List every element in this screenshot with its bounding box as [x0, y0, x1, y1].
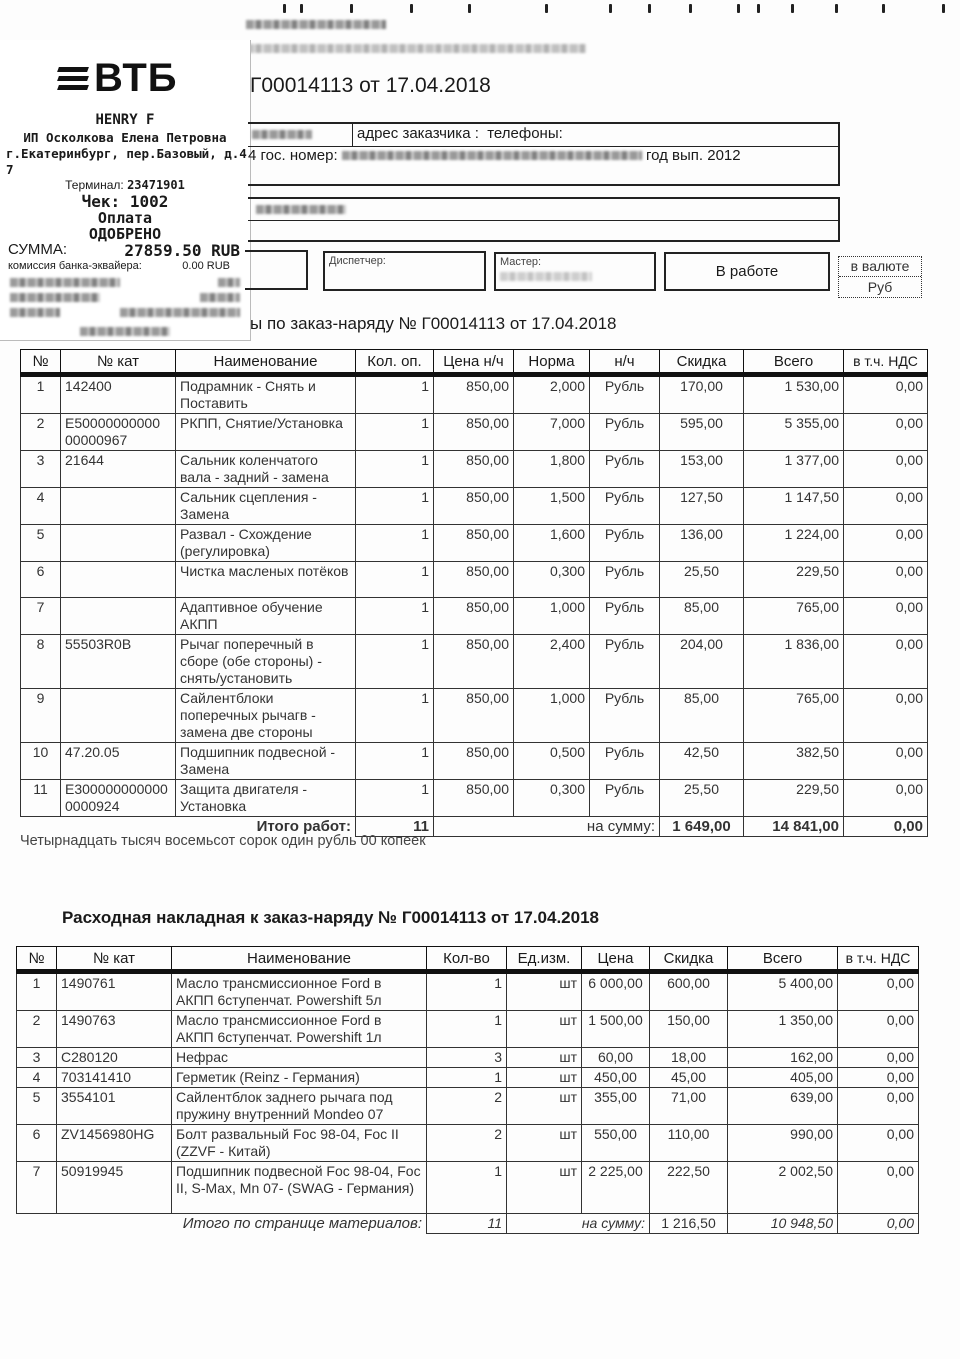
cell-price: 850,00 [434, 488, 514, 525]
table-row [21, 525, 928, 562]
receipt-redacted-lines [10, 278, 240, 341]
dispatcher-box [323, 251, 486, 291]
cell-discount: 45,00 [650, 1068, 728, 1088]
cell-qty: 1 [356, 780, 434, 817]
cell-vat: 0,00 [844, 525, 928, 562]
cell-discount: 110,00 [650, 1125, 728, 1162]
cell-name: Сальник коленчатого вала - задний - замена [176, 451, 356, 488]
cell-unit: Рубль [590, 451, 660, 488]
table-row [17, 1162, 919, 1214]
cell-cat: 1490763 [57, 1011, 172, 1048]
works-sum-label: на сумму: [434, 817, 660, 837]
cell-cat [61, 562, 176, 598]
check-line: Чек: 1002 [81, 192, 169, 211]
table-row [21, 780, 928, 817]
cell-vat: 0,00 [844, 562, 928, 598]
vehicle-line: 4 гос. номер: год вып. 2012 [248, 147, 741, 164]
cell-cat: ZV1456980HG [57, 1125, 172, 1162]
cell-price: 850,00 [434, 689, 514, 743]
cell-n: 2 [21, 414, 61, 451]
cell-name: Болт развальный Foc 98-04, Foc II (ZZVF - Китай) [172, 1125, 427, 1162]
cell-name: Подрамник - Снять и Поставить [176, 375, 356, 414]
materials-table-header [17, 947, 919, 972]
cell-n: 9 [21, 689, 61, 743]
cell-vat: 0,00 [844, 451, 928, 488]
cell-qty: 2 [427, 1125, 507, 1162]
cell-vat: 0,00 [844, 780, 928, 817]
cell-total: 1 530,00 [744, 375, 844, 414]
cell-price: 450,00 [582, 1068, 650, 1088]
order-status-box [664, 252, 830, 291]
cell-vat: 0,00 [838, 972, 919, 1011]
col-discount: Скидка [650, 947, 728, 972]
cell-n: 7 [21, 598, 61, 635]
cell-price: 850,00 [434, 375, 514, 414]
works-total-discount: 1 649,00 [660, 817, 744, 837]
cell-name: Рычаг поперечный в сборе (обе стороны) - снять/установить [176, 635, 356, 689]
materials-table [16, 946, 919, 1234]
cell-qty: 1 [356, 598, 434, 635]
cell-price: 355,00 [582, 1088, 650, 1125]
cell-vat: 0,00 [844, 635, 928, 689]
col-operations-qty: Кол. оп. [356, 350, 434, 375]
cell-name: Сайлентблок заднего рычага под пружину внутренний Mondeo 07 [172, 1088, 427, 1125]
table-row [17, 1088, 919, 1125]
cell-discount: 71,00 [650, 1088, 728, 1125]
cell-cat: 142400 [61, 375, 176, 414]
cell-total: 1 224,00 [744, 525, 844, 562]
table-row [21, 743, 928, 780]
cell-name: Масло трансмиссионное Ford в АКПП 6ступенчат. Powershift 5л [172, 972, 427, 1011]
merchant-owner: ИП Осколкова Елена Петровна [23, 130, 227, 145]
cell-discount: 18,00 [650, 1048, 728, 1068]
cell-total: 5 355,00 [744, 414, 844, 451]
commission-value: 0.00 RUB [182, 260, 230, 272]
col-quantity: Кол-во [427, 947, 507, 972]
cell-n: 4 [21, 488, 61, 525]
cell-qty: 1 [356, 562, 434, 598]
cell-vat: 0,00 [838, 1125, 919, 1162]
master-name-redacted [500, 272, 592, 281]
customer-info-block [248, 122, 840, 186]
merchant-address-cont: 7 [6, 162, 14, 177]
company-address-redacted [246, 40, 586, 58]
cell-total: 765,00 [744, 598, 844, 635]
materials-total-qty: 11 [427, 1214, 507, 1234]
cell-total: 162,00 [728, 1048, 838, 1068]
cell-unit: Рубль [590, 635, 660, 689]
cell-norm: 1,500 [514, 488, 590, 525]
cell-total: 405,00 [728, 1068, 838, 1088]
cell-discount: 600,00 [650, 972, 728, 1011]
cell-unit: шт [507, 1011, 582, 1048]
cell-cat: 3554101 [57, 1088, 172, 1125]
col-total: Всего [744, 350, 844, 375]
col-name: Наименование [172, 947, 427, 972]
materials-total-discount: 1 216,50 [650, 1214, 728, 1234]
cell-name: Сальник сцепления - Замена [176, 488, 356, 525]
cell-unit: Рубль [590, 689, 660, 743]
cell-norm: 1,800 [514, 451, 590, 488]
payment-receipt [0, 40, 251, 341]
sum-in-words: Четырнадцать тысяч восемьсот сорок один рубль 00 копеек [20, 833, 426, 849]
cell-qty: 1 [356, 743, 434, 780]
cell-discount: 25,50 [660, 780, 744, 817]
vtb-logo: ВТБ [58, 56, 178, 101]
terminal-line: Терминал: 23471901 [65, 178, 185, 192]
cell-qty: 1 [356, 689, 434, 743]
sum-line: СУММА: 27859.50 RUB [8, 241, 240, 260]
cell-vat: 0,00 [844, 414, 928, 451]
approval-status: ОДОБРЕНО [88, 225, 162, 243]
cell-norm: 0,300 [514, 780, 590, 817]
table-row [21, 562, 928, 598]
master-label: Мастер: [500, 256, 542, 268]
works-table [20, 349, 928, 837]
cell-qty: 1 [356, 488, 434, 525]
cell-vat: 0,00 [838, 1068, 919, 1088]
works-total-qty: 11 [356, 817, 434, 837]
cell-price: 850,00 [434, 562, 514, 598]
cell-discount: 204,00 [660, 635, 744, 689]
cell-qty: 1 [427, 1068, 507, 1088]
cell-norm: 0,500 [514, 743, 590, 780]
materials-sum-label: на сумму: [507, 1214, 650, 1234]
cell-n: 11 [21, 780, 61, 817]
cell-n: 4 [17, 1068, 57, 1088]
cell-unit: шт [507, 972, 582, 1011]
vtb-logo-icon [58, 63, 88, 94]
cell-unit: Рубль [590, 488, 660, 525]
works-total-sum: 14 841,00 [744, 817, 844, 837]
cell-cat: 50919945 [57, 1162, 172, 1214]
col-norm: Норма [514, 350, 590, 375]
check-number: 1002 [129, 192, 169, 211]
cell-cat [61, 598, 176, 635]
currency-value: Руб [867, 279, 893, 295]
col-catalog: № кат [57, 947, 172, 972]
cell-cat: 21644 [61, 451, 176, 488]
cell-name: Защита двигателя - Установка [176, 780, 356, 817]
col-vat: в т.ч. НДС [838, 947, 919, 972]
cell-vat: 0,00 [838, 1088, 919, 1125]
currency-label: в валюте [839, 257, 921, 277]
cell-name: Адаптивное обучение АКПП [176, 598, 356, 635]
cell-cat: C280120 [57, 1048, 172, 1068]
cell-name: Подшипник подвесной - Замена [176, 743, 356, 780]
cell-discount: 136,00 [660, 525, 744, 562]
cell-cat: 47.20.05 [61, 743, 176, 780]
col-name: Наименование [176, 350, 356, 375]
cell-norm: 0,300 [514, 562, 590, 598]
document-number-date: Г00014113 от 17.04.2018 [250, 74, 491, 97]
cell-unit: шт [507, 1088, 582, 1125]
cell-price: 6 000,00 [582, 972, 650, 1011]
cell-norm: 7,000 [514, 414, 590, 451]
cell-cat: 1490761 [57, 972, 172, 1011]
cell-vat: 0,00 [838, 1162, 919, 1214]
cell-unit: шт [507, 1125, 582, 1162]
table-row [17, 972, 919, 1011]
table-row [21, 598, 928, 635]
materials-total-vat: 0,00 [838, 1214, 919, 1234]
table-row [21, 451, 928, 488]
cell-n: 1 [21, 375, 61, 414]
cell-qty: 1 [356, 635, 434, 689]
col-discount: Скидка [660, 350, 744, 375]
cell-discount: 127,50 [660, 488, 744, 525]
contact-redacted [256, 205, 346, 214]
cell-total: 639,00 [728, 1088, 838, 1125]
cell-price: 850,00 [434, 414, 514, 451]
cell-discount: 153,00 [660, 451, 744, 488]
cell-n: 1 [17, 972, 57, 1011]
scan-artifacts [0, 0, 960, 20]
cell-n: 7 [17, 1162, 57, 1214]
cell-price: 550,00 [582, 1125, 650, 1162]
cell-unit: Рубль [590, 562, 660, 598]
cell-qty: 1 [356, 414, 434, 451]
cell-n: 6 [17, 1125, 57, 1162]
cell-n: 3 [17, 1048, 57, 1068]
cell-n: 5 [21, 525, 61, 562]
cell-qty: 3 [427, 1048, 507, 1068]
cell-cat [61, 689, 176, 743]
commission-line: комиссия банка-эквайера: 0.00 RUB [8, 260, 230, 272]
cell-norm: 2,400 [514, 635, 590, 689]
cell-qty: 1 [427, 972, 507, 1011]
cell-unit: Рубль [590, 525, 660, 562]
cell-unit: Рубль [590, 743, 660, 780]
col-hour-unit: н/ч [590, 350, 660, 375]
cell-total: 2 002,50 [728, 1162, 838, 1214]
cell-qty: 1 [427, 1162, 507, 1214]
cell-unit: шт [507, 1068, 582, 1088]
dispatcher-label: Диспетчер: [329, 255, 386, 267]
materials-total-label: Итого по странице материалов: [182, 1215, 422, 1232]
cell-vat: 0,00 [844, 488, 928, 525]
table-row [17, 1068, 919, 1088]
customer-contact-block [248, 197, 840, 242]
cell-vat: 0,00 [844, 598, 928, 635]
cell-total: 382,50 [744, 743, 844, 780]
table-row [17, 1048, 919, 1068]
cell-price: 60,00 [582, 1048, 650, 1068]
merchant-address: г.Екатеринбург, пер.Базовый, д.4 [6, 146, 247, 161]
cell-price: 850,00 [434, 451, 514, 488]
master-box [494, 252, 656, 291]
cell-discount: 42,50 [660, 743, 744, 780]
table-row [17, 1125, 919, 1162]
col-price: Цена [582, 947, 650, 972]
cell-name: Сайлентблоки поперечных рычагв - замена две стороны [176, 689, 356, 743]
cell-price: 850,00 [434, 635, 514, 689]
cell-vat: 0,00 [844, 375, 928, 414]
cell-qty: 1 [356, 451, 434, 488]
cell-total: 1 836,00 [744, 635, 844, 689]
cell-name: РКПП, Снятие/Установка [176, 414, 356, 451]
works-table-header [21, 350, 928, 375]
phones-label: телефоны: [487, 125, 563, 142]
cell-norm: 2,000 [514, 375, 590, 414]
cell-name: Развал - Схождение (регулировка) [176, 525, 356, 562]
cell-name: Чистка масленых потёков [176, 562, 356, 598]
table-row [21, 488, 928, 525]
cell-cat: Е50000000000 00000967 [61, 414, 176, 451]
works-total-vat: 0,00 [844, 817, 928, 837]
cell-total: 5 400,00 [728, 972, 838, 1011]
plate-vin-redacted [342, 151, 642, 160]
cell-price: 850,00 [434, 780, 514, 817]
cell-n: 5 [17, 1088, 57, 1125]
cell-cat: 703141410 [57, 1068, 172, 1088]
table-row [21, 375, 928, 414]
col-number: № [17, 947, 57, 972]
cell-discount: 170,00 [660, 375, 744, 414]
cell-unit: Рубль [590, 780, 660, 817]
cell-name: Нефрас [172, 1048, 427, 1068]
col-hour-price: Цена н/ч [434, 350, 514, 375]
cell-discount: 25,50 [660, 562, 744, 598]
cell-total: 1 147,50 [744, 488, 844, 525]
cell-cat [61, 525, 176, 562]
cell-vat: 0,00 [838, 1011, 919, 1048]
cell-unit: шт [507, 1048, 582, 1068]
cell-price: 850,00 [434, 743, 514, 780]
cell-unit: Рубль [590, 375, 660, 414]
cell-discount: 85,00 [660, 689, 744, 743]
materials-total-sum: 10 948,50 [728, 1214, 838, 1234]
currency-box [838, 256, 922, 298]
cell-vat: 0,00 [844, 743, 928, 780]
cell-name: Масло трансмиссионное Ford в АКПП 6ступенчат. Powershift 1л [172, 1011, 427, 1048]
terminal-id: 23471901 [127, 178, 185, 192]
cell-vat: 0,00 [838, 1048, 919, 1068]
cell-n: 10 [21, 743, 61, 780]
receipt-sum: 27859.50 RUB [124, 241, 240, 260]
table-row [21, 414, 928, 451]
cell-name: Герметик (Reinz - Германия) [172, 1068, 427, 1088]
cell-qty: 1 [356, 375, 434, 414]
cell-total: 229,50 [744, 562, 844, 598]
cell-n: 6 [21, 562, 61, 598]
cell-total: 229,50 [744, 780, 844, 817]
cell-n: 8 [21, 635, 61, 689]
cell-discount: 595,00 [660, 414, 744, 451]
cell-qty: 2 [427, 1088, 507, 1125]
col-number: № [21, 350, 61, 375]
cell-total: 1 350,00 [728, 1011, 838, 1048]
materials-section-title: Расходная накладная к заказ-наряду № Г00014113 от 17.04.2018 [62, 908, 599, 927]
cell-price: 850,00 [434, 598, 514, 635]
col-unit: Ед.изм. [507, 947, 582, 972]
cell-discount: 85,00 [660, 598, 744, 635]
cell-norm: 1,600 [514, 525, 590, 562]
company-name-redacted [246, 16, 386, 34]
cell-n: 3 [21, 451, 61, 488]
cell-qty: 1 [356, 525, 434, 562]
customer-address-label: адрес заказчика : [357, 125, 479, 142]
cell-cat [61, 488, 176, 525]
cell-cat: Е300000000000 0000924 [61, 780, 176, 817]
year-label: год вып. 2012 [645, 147, 741, 164]
cell-name: Подшипник подвесной Foc 98-04, Foc II, S-Max, Mn 07- (SWAG - Германия) [172, 1162, 427, 1214]
cell-qty: 1 [427, 1011, 507, 1048]
cell-total: 990,00 [728, 1125, 838, 1162]
cell-discount: 222,50 [650, 1162, 728, 1214]
order-status: В работе [715, 263, 779, 280]
cell-norm: 1,000 [514, 598, 590, 635]
customer-name-redacted [252, 130, 312, 139]
cell-total: 765,00 [744, 689, 844, 743]
works-section-title: ы по заказ-наряду № Г00014113 от 17.04.2018 [250, 314, 617, 333]
works-total-label: Итого работ: [256, 818, 351, 835]
materials-total-row [17, 1214, 919, 1234]
col-vat: в т.ч. НДС [844, 350, 928, 375]
cell-price: 2 225,00 [582, 1162, 650, 1214]
cell-total: 1 377,00 [744, 451, 844, 488]
left-info-box [245, 250, 308, 290]
cell-unit: Рубль [590, 414, 660, 451]
operation-type: Оплата [97, 209, 153, 227]
merchant-name: HENRY F [95, 112, 155, 128]
cell-discount: 150,00 [650, 1011, 728, 1048]
col-catalog: № кат [61, 350, 176, 375]
cell-price: 1 500,00 [582, 1011, 650, 1048]
cell-price: 850,00 [434, 525, 514, 562]
table-row [21, 635, 928, 689]
cell-vat: 0,00 [844, 689, 928, 743]
cell-cat: 55503R0B [61, 635, 176, 689]
cell-n: 2 [17, 1011, 57, 1048]
table-row [21, 689, 928, 743]
table-row [17, 1011, 919, 1048]
cell-norm: 1,000 [514, 689, 590, 743]
col-total: Всего [728, 947, 838, 972]
cell-unit: Рубль [590, 598, 660, 635]
cell-unit: шт [507, 1162, 582, 1214]
